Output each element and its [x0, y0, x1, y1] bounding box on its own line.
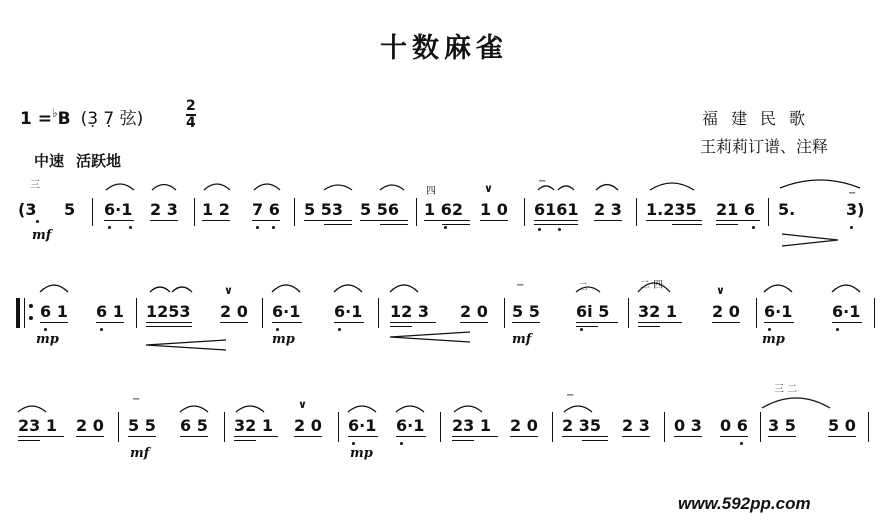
repeat-dot [29, 316, 33, 320]
bar-line [194, 198, 195, 226]
note-group: 6161 [534, 200, 579, 219]
duration-underline [672, 224, 702, 225]
tuning-indication: (3̣ 7̣ 弦) [80, 109, 144, 129]
note-group: 2 0 [76, 416, 104, 435]
duration-underline [202, 220, 230, 221]
note-group: 5. [778, 200, 796, 219]
bar-line [224, 412, 225, 442]
duration-underline [128, 436, 156, 437]
low-octave-dot [444, 226, 447, 229]
duration-underline [324, 224, 352, 225]
key-prefix: 1 = [20, 109, 52, 129]
duration-underline [272, 322, 302, 323]
dynamic-mf: mf [130, 446, 150, 461]
staff-row-2 [0, 270, 888, 347]
low-octave-dot [352, 442, 355, 445]
bar-line [294, 198, 295, 226]
duration-underline [638, 322, 682, 323]
duration-underline [396, 436, 426, 437]
note-group: 2 3 [622, 416, 650, 435]
duration-underline [424, 220, 470, 221]
note-group: 2 0 [294, 416, 322, 435]
bar-line [92, 198, 93, 226]
low-octave-dot [580, 328, 583, 331]
time-signature [186, 99, 196, 131]
bar-line [664, 412, 665, 442]
repeat-start-thick [16, 298, 20, 328]
bar-line [552, 412, 553, 442]
duration-underline [40, 322, 68, 323]
dynamic-mp: mp [350, 446, 373, 461]
bar-line [868, 412, 869, 442]
duration-underline [716, 224, 738, 225]
low-octave-dot [338, 328, 341, 331]
low-octave-dot [129, 226, 132, 229]
repeat-start-thin [24, 298, 25, 328]
note-group: 32 1 [234, 416, 273, 435]
low-octave-dot [740, 442, 743, 445]
duration-underline [304, 220, 352, 221]
fingering-mark: − [848, 188, 857, 199]
note-group: 12 3 [390, 302, 429, 321]
note-group: 5 56 [360, 200, 399, 219]
fingering-mark: 三 [30, 180, 40, 191]
note-group: 6·1 [764, 302, 793, 321]
bar-line [262, 298, 263, 328]
note-group: 5 5 [512, 302, 540, 321]
note-group: 6·1 [396, 416, 425, 435]
note-group: 1 2 [202, 200, 230, 219]
note-group: 1253 [146, 302, 191, 321]
dynamic-mf: mf [32, 228, 52, 243]
duration-underline [146, 322, 192, 323]
duration-underline [768, 436, 796, 437]
note-group: 1 0 [480, 200, 508, 219]
note-group: 23 1 [18, 416, 57, 435]
bar-line [416, 198, 417, 226]
fingering-mark: − [516, 280, 525, 291]
note-group: 5 53 [304, 200, 343, 219]
note-group: 2 3 [594, 200, 622, 219]
repeat-dot [29, 304, 33, 308]
duration-underline [716, 220, 760, 221]
note-group: 6·1 [832, 302, 861, 321]
duration-underline [832, 322, 862, 323]
bar-line [504, 298, 505, 328]
duration-underline [104, 220, 134, 221]
note-group: 5 0 [828, 416, 856, 435]
bar-line [636, 198, 637, 226]
note-group: 21 6 [716, 200, 755, 219]
accent-mark: ∨ [298, 398, 307, 411]
bar-line [524, 198, 525, 226]
slurs-row-2 [0, 270, 888, 350]
duration-underline [534, 220, 578, 221]
note-paren-close: 3) [846, 200, 865, 219]
duration-underline [18, 436, 64, 437]
note-group: 5 5 [128, 416, 156, 435]
note-group: 2 35 [562, 416, 601, 435]
origin-label: 福建民歌 [702, 109, 819, 128]
duration-underline [828, 436, 856, 437]
duration-underline [512, 322, 540, 323]
duration-underline [452, 436, 498, 437]
duration-underline [594, 220, 622, 221]
low-octave-dot [272, 226, 275, 229]
fingering-mark: 二 四 [640, 280, 664, 291]
bar-line [338, 412, 339, 442]
duration-underline [390, 322, 436, 323]
bar-line [136, 298, 137, 328]
accent-mark: ∨ [484, 182, 493, 195]
accent-mark: ∨ [224, 284, 233, 297]
bar-line [768, 198, 769, 226]
key-signature [20, 104, 143, 129]
accent-mark: ∨ [716, 284, 725, 297]
tempo-mood: 活跃地 [76, 152, 122, 170]
tempo-speed: 中速 [34, 152, 65, 170]
note-group: 23 1 [452, 416, 491, 435]
bar-line [440, 412, 441, 442]
low-octave-dot [850, 226, 853, 229]
low-octave-dot [44, 328, 47, 331]
fingering-mark: 二 [578, 282, 588, 293]
duration-underline [252, 220, 280, 221]
duration-underline [380, 224, 408, 225]
bar-line [760, 412, 761, 442]
duration-underline [150, 220, 178, 221]
note: 5 [64, 200, 76, 219]
note-group: 6i 5 [576, 302, 610, 321]
duration-underline [638, 326, 660, 327]
duration-underline [452, 440, 474, 441]
note-group: 1 62 [424, 200, 463, 219]
low-octave-dot [768, 328, 771, 331]
duration-underline [220, 322, 248, 323]
duration-underline [18, 440, 40, 441]
bar-line [874, 298, 875, 328]
duration-underline [146, 326, 192, 327]
watermark-url: www.592pp.com [678, 494, 811, 513]
low-octave-dot [836, 328, 839, 331]
staff-row-1 [0, 176, 888, 246]
bar-line [628, 298, 629, 328]
note-group: 2 0 [510, 416, 538, 435]
note-group: 2 0 [220, 302, 248, 321]
time-signature-top: 2 [186, 98, 196, 114]
note-group: 1.235 [646, 200, 697, 219]
duration-underline [562, 436, 608, 437]
duration-underline [294, 436, 322, 437]
bar-line [378, 298, 379, 328]
dynamic-mp: mp [762, 332, 785, 347]
duration-underline [622, 436, 650, 437]
low-octave-dot [400, 442, 403, 445]
low-octave-dot [108, 226, 111, 229]
duration-underline [348, 436, 378, 437]
note-group: 0 3 [674, 416, 702, 435]
duration-underline [576, 322, 618, 323]
note-group: 2 0 [712, 302, 740, 321]
duration-underline [360, 220, 408, 221]
page-title: 十数麻雀 [380, 33, 508, 64]
staff-row-3 [0, 380, 888, 461]
duration-underline [460, 322, 488, 323]
note-group: 6 1 [96, 302, 124, 321]
duration-underline [96, 322, 124, 323]
duration-underline [334, 322, 364, 323]
duration-underline [576, 326, 598, 327]
duration-underline [720, 436, 748, 437]
low-octave-dot [558, 228, 561, 231]
note-group: 7 6 [252, 200, 280, 219]
note-group: 6·1 [348, 416, 377, 435]
duration-underline [234, 436, 278, 437]
fingering-mark: 四 [426, 186, 436, 197]
duration-underline [646, 220, 702, 221]
tempo-marking [34, 150, 133, 171]
note-group: 6·1 [272, 302, 301, 321]
duration-underline [674, 436, 702, 437]
duration-underline [712, 322, 740, 323]
note-group: 3 5 [768, 416, 796, 435]
note-group: 6 1 [40, 302, 68, 321]
low-octave-dot [538, 228, 541, 231]
duration-underline [442, 224, 470, 225]
dynamic-mp: mp [36, 332, 59, 347]
duration-underline [764, 322, 794, 323]
duration-underline [234, 440, 256, 441]
low-octave-dot [36, 220, 39, 223]
low-octave-dot [100, 328, 103, 331]
note-group: 0 6 [720, 416, 748, 435]
duration-underline [180, 436, 208, 437]
fingering-mark: − [538, 176, 547, 187]
dynamic-mp: mp [272, 332, 295, 347]
low-octave-dot [276, 328, 279, 331]
note-group: 6·1 [334, 302, 363, 321]
note-group: 2 0 [460, 302, 488, 321]
bar-line [118, 412, 119, 442]
fingering-mark: − [566, 390, 575, 401]
low-octave-dot [752, 226, 755, 229]
time-signature-bottom: 4 [186, 115, 196, 131]
low-octave-dot [256, 226, 259, 229]
duration-underline [534, 224, 578, 225]
duration-underline [510, 436, 538, 437]
fingering-mark: 三 二 [774, 384, 798, 395]
note-group: 32 1 [638, 302, 677, 321]
note-group: 6 5 [180, 416, 208, 435]
note-paren-open: (3 [18, 200, 37, 219]
key-note: B [57, 109, 71, 129]
duration-underline [480, 220, 508, 221]
duration-underline [582, 440, 608, 441]
credit-label: 王莉莉订谱、注释 [700, 137, 829, 156]
note-group: 6·1 [104, 200, 133, 219]
duration-underline [76, 436, 104, 437]
flat-sign: ♭ [52, 106, 58, 120]
bar-line [756, 298, 757, 328]
dynamic-mf: mf [512, 332, 532, 347]
duration-underline [390, 326, 412, 327]
note-group: 2 3 [150, 200, 178, 219]
fingering-mark: − [132, 394, 141, 405]
